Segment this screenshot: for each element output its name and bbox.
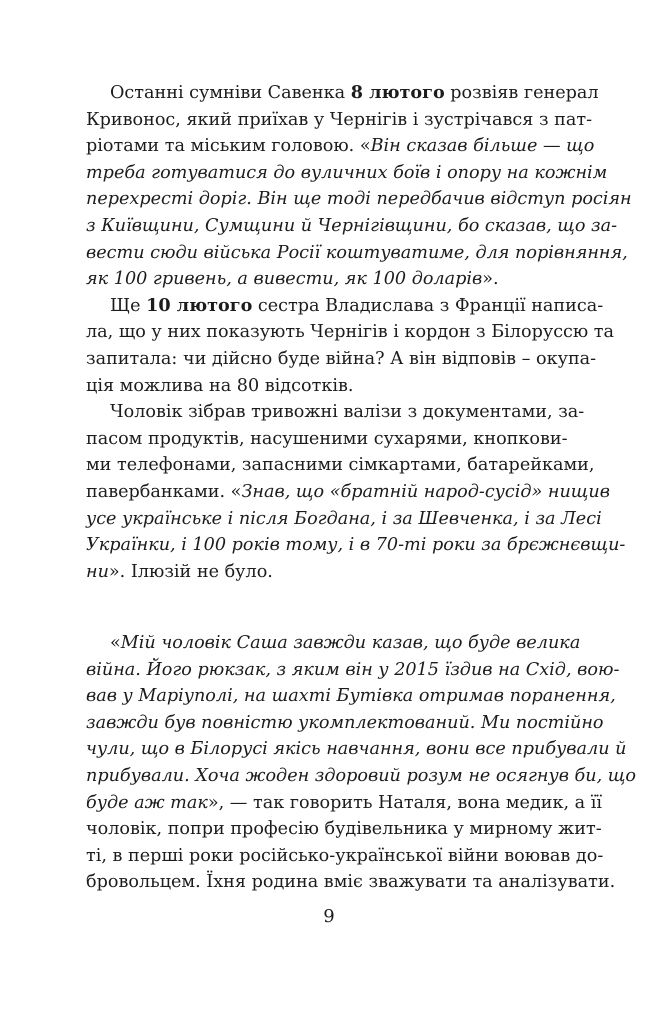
text-line <box>86 240 628 267</box>
text-line <box>86 426 568 453</box>
italic-text: ни <box>86 561 109 582</box>
text-line <box>86 452 595 479</box>
text-line <box>86 816 602 843</box>
text-line <box>86 399 585 426</box>
text-line <box>86 160 608 187</box>
italic-text: війна. Його рюкзак, з яким він у 2015 їздив на Схід, вою- <box>86 659 620 680</box>
text-line <box>86 373 548 400</box>
text-line <box>86 559 548 586</box>
text-line <box>86 843 604 870</box>
text-segment: чоловік, попри професію будівельника у мирному жит- <box>86 819 602 840</box>
italic-text: чули, що в Білорусі якісь навчання, вони все прибували й <box>86 739 627 760</box>
italic-text: вести сюди війська Росії коштуватиме, для порівняння, <box>86 242 628 263</box>
text-segment: запитала: чи дійсно буде війна? А він відповів – окупа- <box>86 348 597 369</box>
italic-text: Мій чоловік Саша завжди казав, що буде велика <box>120 633 581 653</box>
bold-text: 8 лютого <box>350 82 445 103</box>
text-segment: ті, в перші роки російсько-української війни воював до- <box>86 845 604 866</box>
italic-text: Знав, що «братній народ-сусід» нищив <box>241 481 610 502</box>
text-line <box>86 710 604 737</box>
italic-text: завжди був повністю укомплектований. Ми постійно <box>86 712 604 733</box>
text-line <box>86 293 604 320</box>
text-line <box>86 80 599 107</box>
quote-text-block <box>86 630 636 896</box>
italic-text: треба готуватися до вуличних боїв і опору на кожнім <box>86 162 608 183</box>
italic-text: Він сказав більше — що <box>370 136 595 157</box>
text-line <box>86 479 610 506</box>
text-segment: Останні сумніви Савенка <box>110 83 351 103</box>
italic-text: прибували. Хоча жоден здоровий розум не осягнув би, що <box>86 765 636 786</box>
text-line <box>86 213 618 240</box>
text-segment: ми телефонами, запасними сімкартами, батарейками, <box>86 455 595 476</box>
text-segment: ». Ілюзій не було. <box>108 561 273 582</box>
text-segment: Кривонос, який приїхав у Чернігів і зустрічався з пат- <box>86 109 593 130</box>
text-line <box>86 506 602 533</box>
text-line <box>86 790 603 817</box>
text-line <box>86 133 595 160</box>
main-text-block <box>86 80 632 585</box>
text-segment: Чоловік зібрав тривожні валізи з документами, за- <box>110 402 585 423</box>
italic-text: буде аж так <box>86 792 208 813</box>
text-line <box>86 736 627 763</box>
italic-text: як 100 гривень, а вивести, як 100 доларів <box>86 269 483 290</box>
text-segment: розвіяв генерал <box>444 83 599 103</box>
italic-text: усе українське і після Богдана, і за Шевченка, і за Лесі <box>86 508 602 529</box>
italic-text: вав у Маріуполі, на шахті Бутівка отримав поранення, <box>86 686 616 707</box>
text-line <box>86 683 616 710</box>
text-segment: Ще <box>110 295 147 316</box>
italic-text: перехресті доріг. Він ще тоді передбачив відступ росіян <box>86 189 632 210</box>
text-segment: сестра Владислава з Франції написа- <box>252 295 604 316</box>
text-segment: ла, що у них показують Чернігів і кордон з Білоруссю та <box>86 322 615 343</box>
text-segment: пасом продуктів, насушеними сухарями, кнопкови- <box>86 428 568 449</box>
italic-text: Українки, і 100 років тому, і в 70-ті роки за брєжнєвщи- <box>86 535 626 556</box>
text-line <box>86 657 620 684</box>
text-segment: « <box>110 633 121 653</box>
text-line <box>86 346 597 373</box>
bold-text: 10 лютого <box>146 294 253 316</box>
text-line <box>86 319 615 346</box>
text-segment: ріотами та міським головою. « <box>86 136 371 157</box>
text-line <box>86 869 616 896</box>
italic-text: з Київщини, Сумщини й Чернігівщини, бо сказав, що за- <box>86 215 618 236</box>
text-line <box>86 532 626 559</box>
text-segment: павербанками. « <box>86 481 242 502</box>
text-line <box>86 266 548 293</box>
text-segment: ». <box>482 269 499 290</box>
text-line <box>86 763 636 790</box>
text-segment: бровольцем. Їхня родина вміє зважувати та аналізувати. <box>86 872 616 893</box>
text-line <box>86 186 632 213</box>
text-line <box>86 630 581 657</box>
text-segment: », — так говорить Наталя, вона медик, а її <box>207 792 603 813</box>
text-line <box>86 107 593 134</box>
text-segment: ція можлива на 80 відсотків. <box>86 375 354 396</box>
page-number: 9 <box>323 906 335 927</box>
